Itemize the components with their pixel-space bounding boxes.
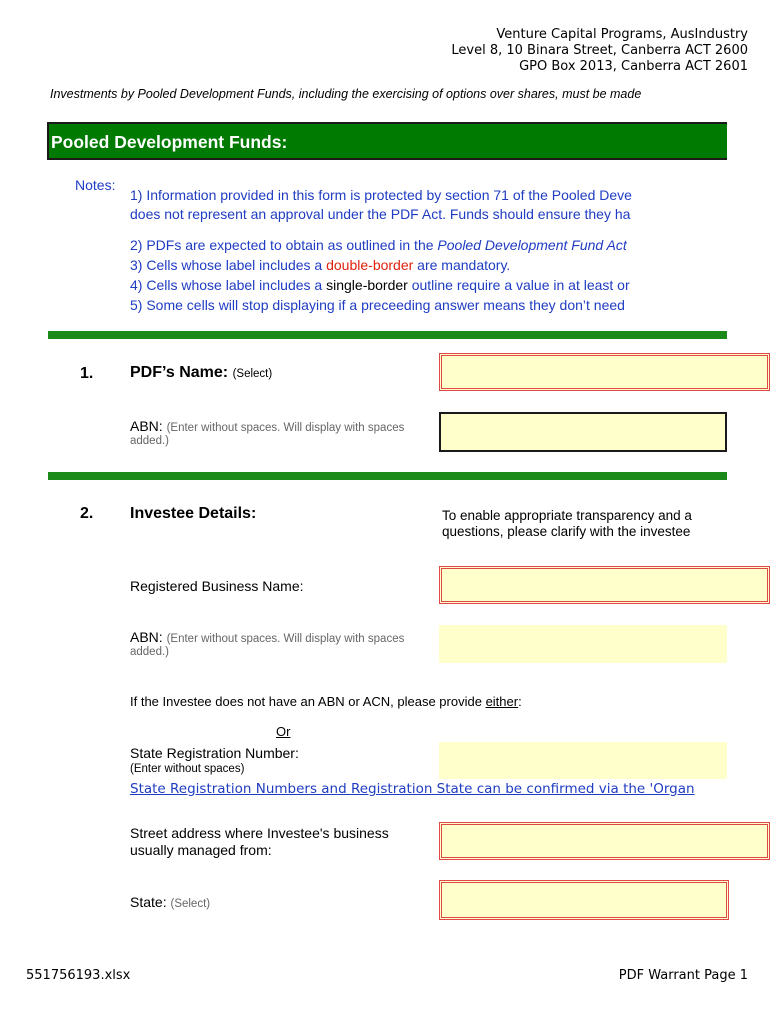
- section-1-number: 1.: [80, 365, 94, 382]
- or-label: Or: [276, 724, 291, 739]
- note-3-double-border: double-border: [326, 257, 414, 273]
- no-abn-instruction: [130, 694, 522, 709]
- note-4-suffix: outline require a value in at least or: [407, 277, 630, 293]
- state-label: [130, 894, 210, 910]
- no-abn-either: either: [485, 694, 519, 709]
- section-divider-2: [48, 472, 727, 480]
- intro-text: Investments by Pooled Development Funds, including the exercising of options over shares, must be made: [50, 87, 642, 101]
- address-line-3: GPO Box 2013, Canberra ACT 2601: [519, 59, 748, 74]
- notes-label: Notes:: [75, 177, 116, 193]
- street-address-label-2: usually managed from:: [130, 842, 272, 858]
- note-4: [130, 277, 630, 293]
- investee-abn-input[interactable]: [439, 625, 727, 663]
- footer-page-label: PDF Warrant Page 1: [618, 968, 748, 983]
- note-1-line-2: does not represent an approval under the PDF Act. Funds should ensure they ha: [130, 206, 631, 222]
- transparency-note-1: To enable appropriate transparency and a: [442, 508, 692, 523]
- transparency-note-2: questions, please clarify with the investee: [442, 524, 691, 539]
- state-select[interactable]: [439, 880, 729, 920]
- note-2-text: 2) PDFs are expected to obtain as outlined in the: [130, 237, 438, 253]
- investee-details-title: Investee Details:: [130, 505, 257, 522]
- address-line-1: Venture Capital Programs, AusIndustry: [496, 27, 748, 42]
- registered-business-name-input[interactable]: [439, 566, 770, 604]
- pdf-name-label: [130, 364, 272, 382]
- note-3-suffix: are mandatory.: [413, 257, 511, 273]
- note-5: 5) Some cells will stop displaying if a preceeding answer means they don’t need: [130, 297, 625, 313]
- street-address-label-1: Street address where Investee's business: [130, 825, 389, 841]
- state-registration-link[interactable]: State Registration Numbers and Registration State can be confirmed via the 'Organ: [130, 781, 695, 797]
- note-1-line-1: 1) Information provided in this form is protected by section 71 of the Pooled Deve: [130, 187, 632, 203]
- pdf-abn-hint-1: (Enter without spaces. Will display with spaces: [166, 422, 405, 434]
- state-registration-hint: (Enter without spaces): [130, 763, 245, 775]
- note-2-act-name: Pooled Development Fund Act: [437, 237, 627, 253]
- state-label-text: State:: [130, 894, 167, 910]
- section-divider-1: [48, 331, 727, 339]
- registered-business-name-label: Registered Business Name:: [130, 578, 304, 594]
- state-registration-label: State Registration Number:: [130, 745, 299, 761]
- pdf-abn-label: [130, 418, 404, 434]
- investee-abn-hint-2: added.): [130, 646, 170, 658]
- note-3: [130, 257, 510, 273]
- state-registration-input[interactable]: [439, 742, 727, 779]
- pdf-abn-hint-2: added.): [130, 435, 170, 447]
- no-abn-text: If the Investee does not have an ABN or ACN, please provide: [130, 694, 486, 709]
- footer-file-name: 551756193.xlsx: [26, 968, 131, 983]
- investee-abn-label: [130, 629, 404, 645]
- investee-abn-label-text: ABN:: [130, 629, 163, 645]
- section-2-number: 2.: [80, 505, 94, 522]
- pdf-abn-input[interactable]: [439, 412, 727, 452]
- note-4-text: 4) Cells whose label includes a: [130, 277, 327, 293]
- banner-title: Pooled Development Funds:: [51, 132, 288, 152]
- street-address-input[interactable]: [439, 822, 770, 860]
- investee-abn-hint-1: (Enter without spaces. Will display with spaces: [166, 633, 405, 645]
- pdf-name-label-text: PDF’s Name:: [130, 364, 229, 381]
- note-4-single-border: single-border: [326, 277, 408, 293]
- note-2: [130, 237, 627, 253]
- state-hint: (Select): [170, 898, 211, 910]
- no-abn-colon: :: [518, 694, 522, 709]
- pdf-abn-label-text: ABN:: [130, 418, 163, 434]
- pdf-name-select[interactable]: [439, 353, 770, 391]
- address-line-2: Level 8, 10 Binara Street, Canberra ACT 2600: [451, 43, 748, 58]
- section-banner: [47, 122, 727, 160]
- pdf-name-hint: (Select): [232, 368, 273, 380]
- note-3-text: 3) Cells whose label includes a: [130, 257, 327, 273]
